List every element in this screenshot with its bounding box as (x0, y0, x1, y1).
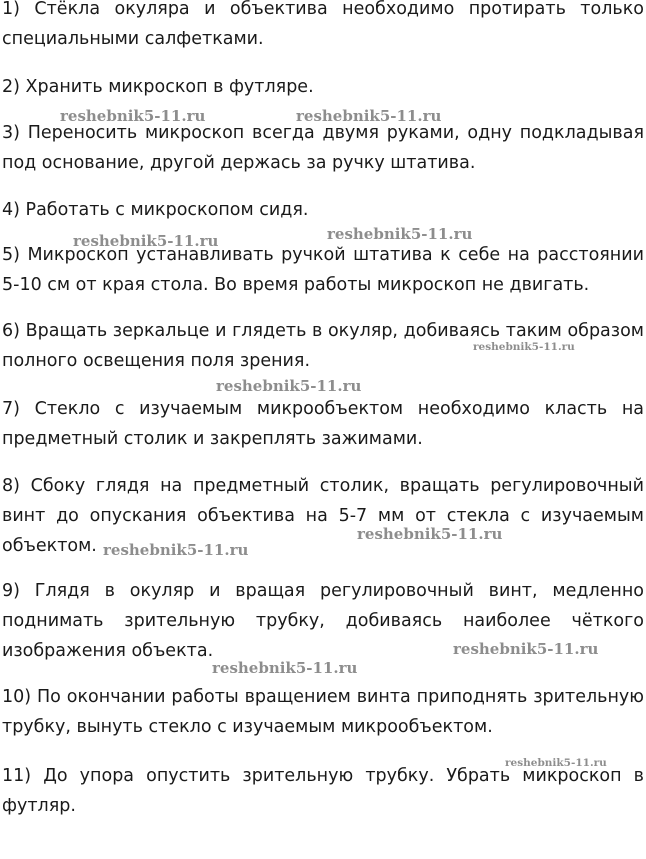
paragraph-2: 2) Хранить микроскоп в футляре. (2, 77, 314, 97)
paragraph-8: 8) Сбоку глядя на предметный столик, вращать регулировочный винт до опускания объектива на 5-7 мм от стекла с изучаемым объектом. (2, 476, 644, 556)
watermark-1: reshebnik5-11.ru (60, 107, 206, 125)
paragraph-9: 9) Глядя в окуляр и вращая регулировочный винт, медленно поднимать зрительную трубку, добиваясь наиболее чёткого изображения объекта. (2, 581, 644, 661)
watermark-5: reshebnik5-11.ru (473, 341, 575, 353)
paragraph-3: 3) Переносить микроскоп всегда двумя руками, одну подкладывая под основание, другой держась за ручку штатива. (2, 123, 644, 173)
paragraph-7: 7) Стекло с изучаемым микрообъектом необходимо класть на предметный столик и закреплять зажимами. (2, 399, 644, 449)
watermark-4: reshebnik5-11.ru (327, 225, 473, 243)
paragraph-5: 5) Микроскоп устанавливать ручкой штатива к себе на расстоянии 5-10 см от края стола. Во время работы микроскоп не двигать. (2, 245, 644, 295)
watermark-3: reshebnik5-11.ru (73, 232, 219, 250)
watermark-7: reshebnik5-11.ru (103, 541, 249, 559)
paragraph-10: 10) По окончании работы вращением винта приподнять зрительную трубку, вынуть стекло с изучаемым микрообъектом. (2, 687, 644, 737)
watermark-8: reshebnik5-11.ru (357, 525, 503, 543)
watermark-9: reshebnik5-11.ru (453, 640, 599, 658)
watermark-6: reshebnik5-11.ru (216, 377, 362, 395)
watermark-2: reshebnik5-11.ru (296, 107, 442, 125)
paragraph-4: 4) Работать с микроскопом сидя. (2, 200, 309, 220)
paragraph-1: 1) Стёкла окуляра и объектива необходимо протирать только специальными салфетками. (2, 0, 644, 49)
paragraph-11: 11) До упора опустить зрительную трубку. Убрать микроскоп в футляр. (2, 766, 644, 816)
watermark-10: reshebnik5-11.ru (212, 659, 358, 677)
watermark-11: reshebnik5-11.ru (505, 757, 607, 769)
paragraph-6: 6) Вращать зеркальце и глядеть в окуляр, добиваясь таким образом полного освещения поля зрения. (2, 321, 644, 371)
